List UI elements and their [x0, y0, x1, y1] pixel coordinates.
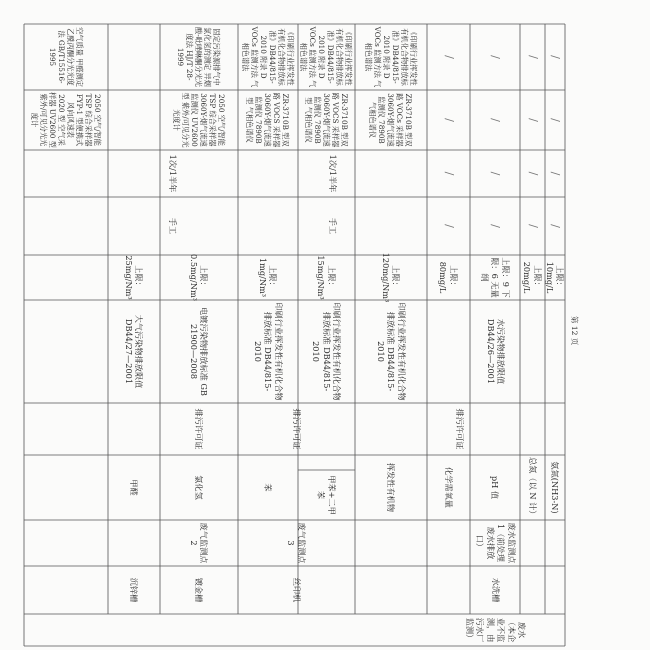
cell-text: /	[442, 171, 456, 176]
cell-text: /	[489, 224, 503, 228]
cell-text: 《印刷行业挥发性有机化合物排放标准》DB44/815-2010 附录 D VOCs 监测方法 气相色谱法	[241, 26, 295, 88]
cell-text: 上限：9 下限：6 无量纲	[479, 257, 511, 298]
cell-text: 上限：20mg/L	[522, 261, 543, 294]
cell-text: 苯	[263, 483, 274, 492]
cell-text: ZR-3710B 型双路 VOCS 采样器 3060Y-烟气流速监测仪 7890B 型 气相色谱仪	[245, 92, 291, 148]
cell-text: /	[549, 224, 563, 228]
cell-text: ZR-3710B 型双路 VOCS 采样器 3060Y-烟气流速监测仪 7890B 型 气相色谱仪	[304, 92, 349, 148]
cell-text: 上限：120mg/Nm³	[381, 252, 402, 303]
cell-text: 上限：0.5mg/Nm³	[189, 254, 210, 302]
cell-text: 废气监测点 2	[189, 522, 210, 564]
cell-text: /	[489, 118, 503, 122]
cell-text: /	[549, 171, 563, 176]
cell-text: 固定污染源排气中氯化氢的测定 异烟酸-吡唑啉酮分光光度法 HJ/T 28-1999	[176, 27, 222, 87]
cell-text: /	[526, 224, 540, 228]
cell-text: 上限：10mg/L	[545, 261, 566, 294]
cell-text: 氯化氢	[194, 475, 205, 500]
cell-text: 1次/1半年	[327, 154, 338, 193]
cell-text: 甲苯+二甲苯	[316, 475, 337, 515]
cell-text: 电镀污染物排放标准 GB 21900—2008	[189, 307, 210, 396]
cell-text: 印刷行业挥发性有机化合物排放标准 DB44/815-2010	[311, 302, 343, 401]
cell-text: 挥发性有机物	[386, 462, 397, 513]
cell-text: 手工	[168, 217, 179, 235]
cell-text: /	[489, 55, 503, 59]
cell-text: 《印刷行业挥发性有机化合物排放标准》DB44/815-2010 附录 D VOCs 监测方法 气相色谱法	[299, 26, 354, 88]
cell-text: 化学需氧量	[443, 467, 454, 508]
cell-text: 2050 空气/智能 TSP 综合采样器 FYP-1 型便携式风向风速表 2020 型 空气采样器 UV2600 型 紫外/可见分光光度计	[30, 92, 102, 148]
page-number: 第 12 页	[570, 316, 579, 346]
cell-text: 手工	[327, 217, 338, 235]
cell-text: 废水（本企业不监测，由污水厂监测）	[465, 617, 528, 643]
cell-text: /	[526, 55, 540, 59]
cell-text: 印刷行业挥发性有机化合物排放标准 DB44/815-2010	[375, 302, 407, 401]
cell-text: /	[549, 55, 563, 59]
cell-text: 总氮（以 N 计）	[527, 457, 538, 519]
cell-text: /	[442, 224, 456, 228]
cell-text: /	[442, 55, 456, 59]
cell-text: 上限：25mg/Nm³	[124, 255, 145, 300]
cell-text: 丝印机	[291, 577, 302, 603]
cell-text: 镀金槽	[194, 577, 205, 603]
cell-text: 水洗槽	[491, 577, 502, 603]
cell-text: 排污许可证	[455, 408, 466, 450]
cell-text: 大气污染物排放限值 DB44/27—2001	[124, 314, 145, 389]
cell-text: 沉锌槽	[129, 577, 140, 603]
cell-text: 排污许可证	[194, 408, 205, 450]
cell-text: 水污染物排放限值 DB44/26—2001	[486, 318, 507, 385]
cell-text: 上限：80mg/L	[438, 261, 459, 294]
cell-text: /	[489, 171, 503, 176]
cell-text: 甲醛	[129, 479, 140, 496]
cell-text: 2050 空气/智能 TSP 综合采样器 3060Y-烟气流速监测仪 UV2600 型 紫外/可见分光光度计	[172, 92, 226, 148]
cell-text: /	[526, 118, 540, 122]
cell-text: 排污许可证	[291, 408, 302, 450]
cell-text: ZR-3710B 型双路 VOCs 采样器 3060Y-烟气流速监测仪 7890B 气相色谱仪	[368, 93, 414, 147]
cell-text: 印刷行业挥发性有机化合物排放标准 DB44/815-2010	[252, 302, 284, 401]
cell-text: /	[549, 118, 563, 122]
cell-text: 1次/1半年	[168, 154, 179, 193]
cell-text: 废气监测点 3	[286, 522, 307, 564]
cell-text: 《印刷行业挥发性有机化合物排放标准》DB44/815-2010 附录 D VOCs 监测方法 气相色谱法	[364, 26, 418, 88]
cell-text: /	[526, 171, 540, 176]
cell-text: 上限：1mg/Nm³	[258, 257, 279, 298]
cell-text: 上限：15mg/Nm³	[316, 255, 337, 300]
cell-text: 氨氮(NH3-N)	[550, 461, 561, 514]
cell-text: 空气质量 甲醛测定 乙酰丙酮分光光度法 GB/T15516-1995	[48, 27, 84, 87]
cell-text: /	[442, 118, 456, 122]
cell-text: 废水监测点 1（前处理废水排放口）	[475, 522, 517, 564]
cell-text: pH 值	[490, 475, 501, 500]
